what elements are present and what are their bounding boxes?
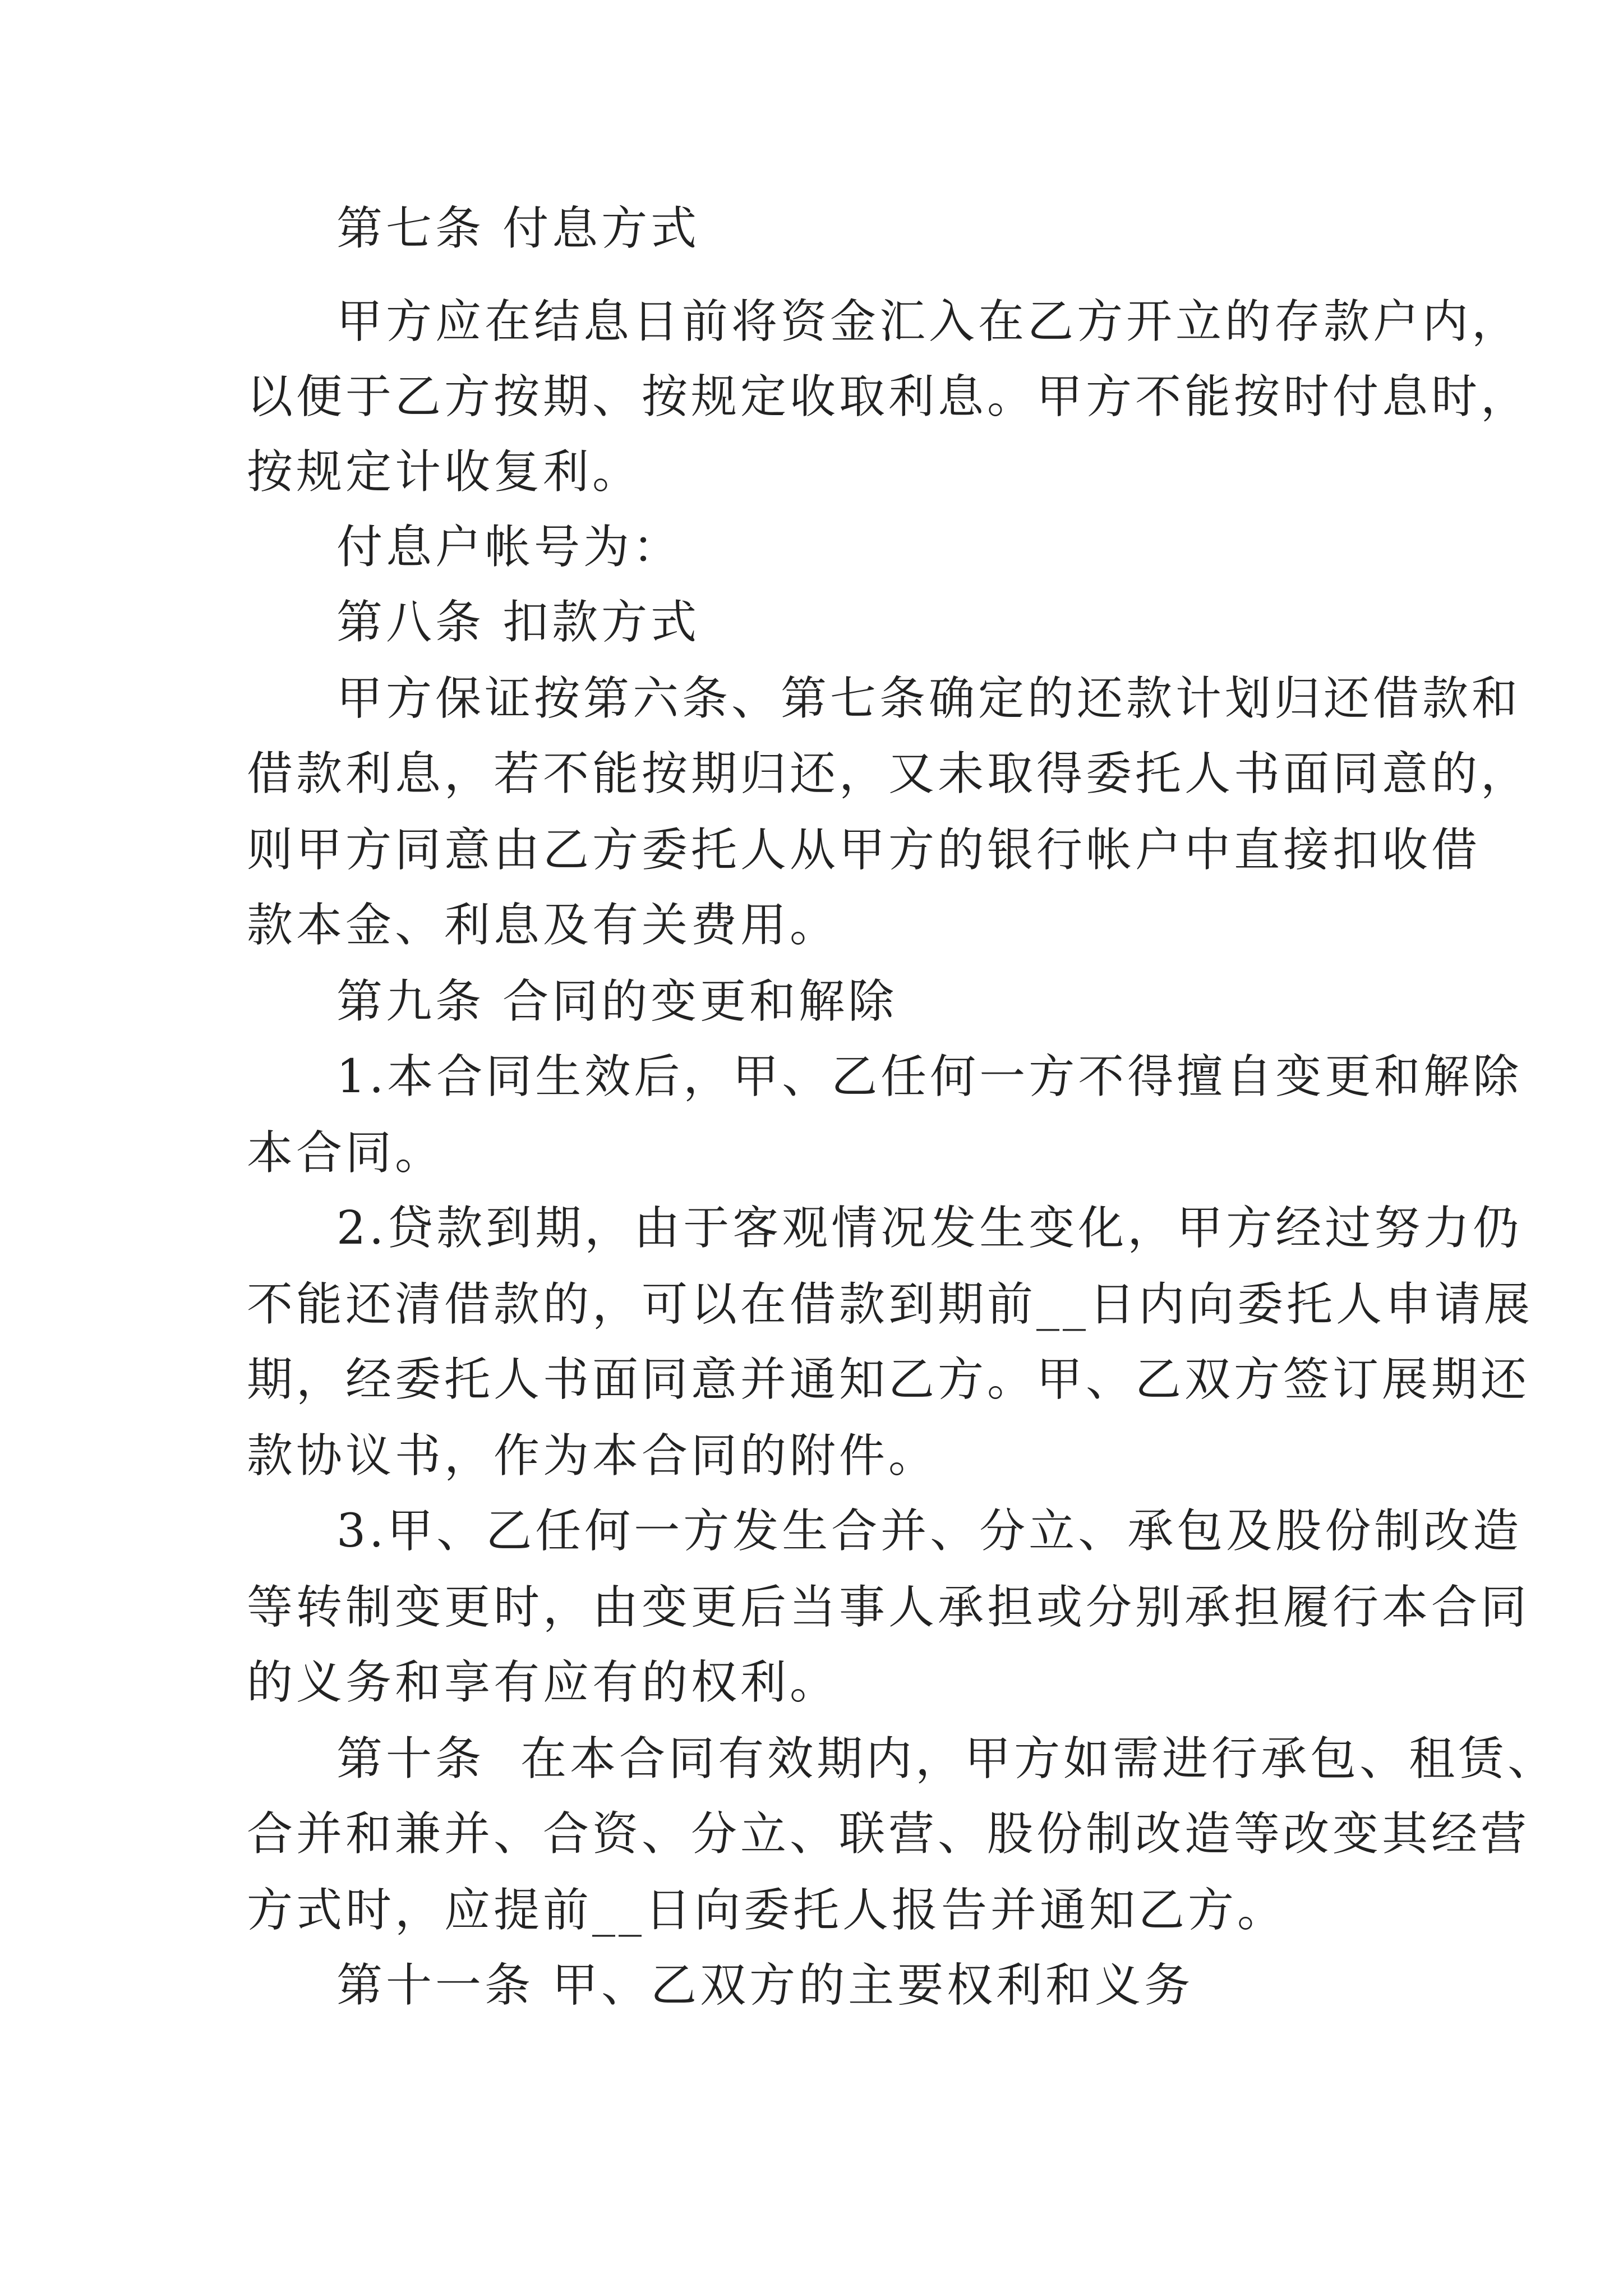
- text-line: 不能还清借款的，可以在借款到期前__日内向委托人申请展: [247, 1278, 1534, 1331]
- text-line: 款本金、利息及有关费用。: [247, 899, 840, 952]
- text-line: 3.甲、乙任何一方发生合并、分立、承包及股份制改造: [336, 1504, 1523, 1558]
- text-line: 的义务和享有应有的权利。: [247, 1656, 840, 1709]
- text-line: 按规定计收复利。: [247, 445, 642, 499]
- text-line: 以便于乙方按期、按规定收取利息。甲方不能按时付息时，: [247, 370, 1530, 424]
- text-line: 期，经委托人书面同意并通知乙方。甲、乙双方签订展期还: [247, 1353, 1530, 1406]
- text-line: 1.本合同生效后，甲、乙任何一方不得擅自变更和解除: [336, 1050, 1523, 1103]
- text-line: 则甲方同意由乙方委托人从甲方的银行帐户中直接扣收借: [247, 823, 1481, 877]
- text-line: 方式时，应提前__日向委托人报告并通知乙方。: [247, 1884, 1287, 1937]
- text-line: 第九条 合同的变更和解除: [336, 975, 898, 1028]
- text-line: 第七条 付息方式: [336, 202, 700, 255]
- text-line: 第十一条 甲、乙双方的主要权利和义务: [336, 1959, 1194, 2012]
- text-line: 甲方应在结息日前将资金汇入在乙方开立的存款户内，: [336, 295, 1521, 348]
- text-line: 甲方保证按第六条、第七条确定的还款计划归还借款和: [336, 672, 1521, 725]
- text-line: 付息户帐号为：: [336, 521, 683, 574]
- text-line: 款协议书，作为本合同的附件。: [247, 1429, 938, 1483]
- text-line: 2.贷款到期，由于客观情况发生变化，甲方经过努力仍: [336, 1202, 1523, 1255]
- text-line: 合并和兼并、合资、分立、联营、股份制改造等改变其经营: [247, 1807, 1530, 1861]
- text-line: 第十条 在本合同有效期内，甲方如需进行承包、租赁、: [336, 1732, 1557, 1786]
- text-line: 第八条 扣款方式: [336, 596, 700, 649]
- text-line: 本合同。: [247, 1126, 445, 1180]
- text-line: 等转制变更时，由变更后当事人承担或分别承担履行本合同: [247, 1581, 1530, 1634]
- text-line: 借款利息，若不能按期归还，又未取得委托人书面同意的，: [247, 747, 1530, 800]
